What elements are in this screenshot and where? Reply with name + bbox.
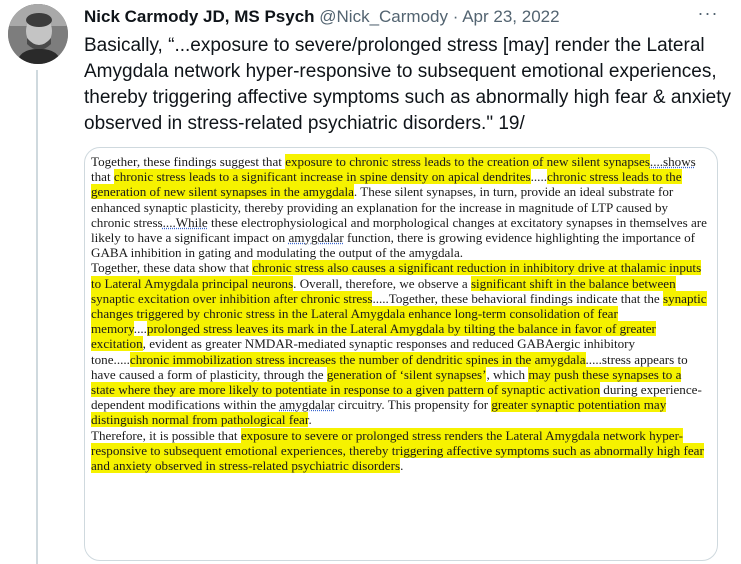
document-text-segment: . [308, 412, 312, 428]
highlighted-text-segment: synaptic changes triggered by chronic stress in the Lateral Amygdala enhance long-term consolidation of fear memory [91, 290, 707, 337]
document-text-segment: amygdalar [279, 397, 335, 413]
highlighted-text-segment: exposure to severe or prolonged stress renders the Lateral Amygdala network hyper-responsive to subsequent emotional experiences, thereby triggering affective symptoms such as abnormally high fear and anxiety observed in stress-related psychiatric disorders [91, 427, 704, 474]
highlighted-text-segment: greater synaptic potentiation may distinguish normal from pathological fear [91, 397, 667, 428]
document-text-segment: , which [486, 366, 529, 382]
author-handle[interactable]: @Nick_Carmody [319, 7, 448, 26]
highlighted-text-segment: chronic stress leads to a significant increase in spine density on apical dendrites [113, 169, 531, 185]
document-text-segment: circuitry. This propensity for [334, 397, 492, 413]
tweet-header [84, 6, 704, 28]
highlighted-text-segment: prolonged stress leaves its mark in the Lateral Amygdala by tilting the balance in favor of greater excitation [91, 321, 656, 352]
highlighted-text-segment: may push these synapses to a state where they are more likely to potentiate in response to a given pattern of synaptic activation [91, 366, 682, 398]
highlighted-text-segment: chronic stress leads to the generation of new silent synapses in the amygdala [91, 169, 682, 200]
document-text-segment: . [400, 458, 404, 474]
document-text-segment: Together, these data show that [91, 260, 253, 276]
document-text-segment: .... [133, 321, 147, 337]
document-text-segment: these electrophysiological and morphological changes at excitatory synapses in themselves are likely to have a significant impact on [91, 214, 707, 246]
highlighted-text-segment: exposure to chronic stress leads to the creation of new silent synapses [285, 154, 650, 169]
highlighted-text-segment: chronic stress also causes a significant reduction in inhibitory drive at thalamic inputs to Lateral Amygdala principal neurons [91, 260, 702, 291]
author-avatar[interactable] [8, 4, 68, 64]
author-name[interactable]: Nick Carmody JD, MS Psych [84, 7, 315, 26]
document-text-segment: Therefore, it is possible that [91, 427, 241, 443]
highlighted-text-segment: generation of ‘silent synapses’ [326, 366, 487, 382]
document-text-segment: ....shows [649, 154, 696, 169]
document-text-segment: during experience-dependent modifications within the [91, 382, 702, 413]
document-text-segment: that [91, 169, 114, 185]
document-text-segment: amygdalar [288, 230, 344, 246]
document-text-segment: . Overall, therefore, we observe a [293, 275, 471, 291]
document-text-segment: .....Together, these behavioral findings indicate that the [372, 290, 663, 306]
highlighted-document-excerpt [91, 154, 707, 473]
tweet-text: Basically, “...exposure to severe/prolonged stress [may] render the Lateral Amygdala network hyper-responsive to subsequent emotional experiences, thereby triggering affective symptoms such as abnormally high fear & anxiety observed in stress-related psychiatric disorders." 19/ [84, 35, 732, 134]
document-text-segment: function, there is growing evidence highlighting the importance of GABA inhibition in gating and modulating the output of the amygdala. [91, 230, 695, 261]
document-text-segment: ..... [530, 169, 547, 185]
document-text-segment: , evident as greater NMDAR-mediated synaptic responses and reduced GABAergic inhibitory tone..... [91, 336, 636, 367]
document-text-segment: .....stress appears to have caused a form of plasticity, through the [91, 351, 688, 382]
highlighted-text-segment: chronic immobilization stress increases the number of dendritic spines in the amygdala [129, 351, 586, 367]
thread-connector-line [36, 70, 38, 564]
document-text-segment: ....While [162, 214, 208, 230]
highlighted-text-segment: significant shift in the balance between synaptic excitation over inhibition after chronic stress [91, 275, 676, 306]
document-text-segment: Together, these findings suggest that [91, 154, 286, 169]
avatar-photo-icon [8, 4, 68, 64]
more-options-icon[interactable]: ··· [697, 3, 719, 23]
tweet-image-attachment[interactable] [84, 147, 718, 561]
document-text-segment: . These silent synapses, in turn, provide an ideal substrate for enhanced synaptic plasticity, thereby providing an explanation for the increase in magnitude of LTP caused by chronic stress [91, 184, 674, 230]
tweet-date[interactable]: Apr 23, 2022 [462, 7, 560, 26]
header-separator: · [452, 7, 459, 26]
